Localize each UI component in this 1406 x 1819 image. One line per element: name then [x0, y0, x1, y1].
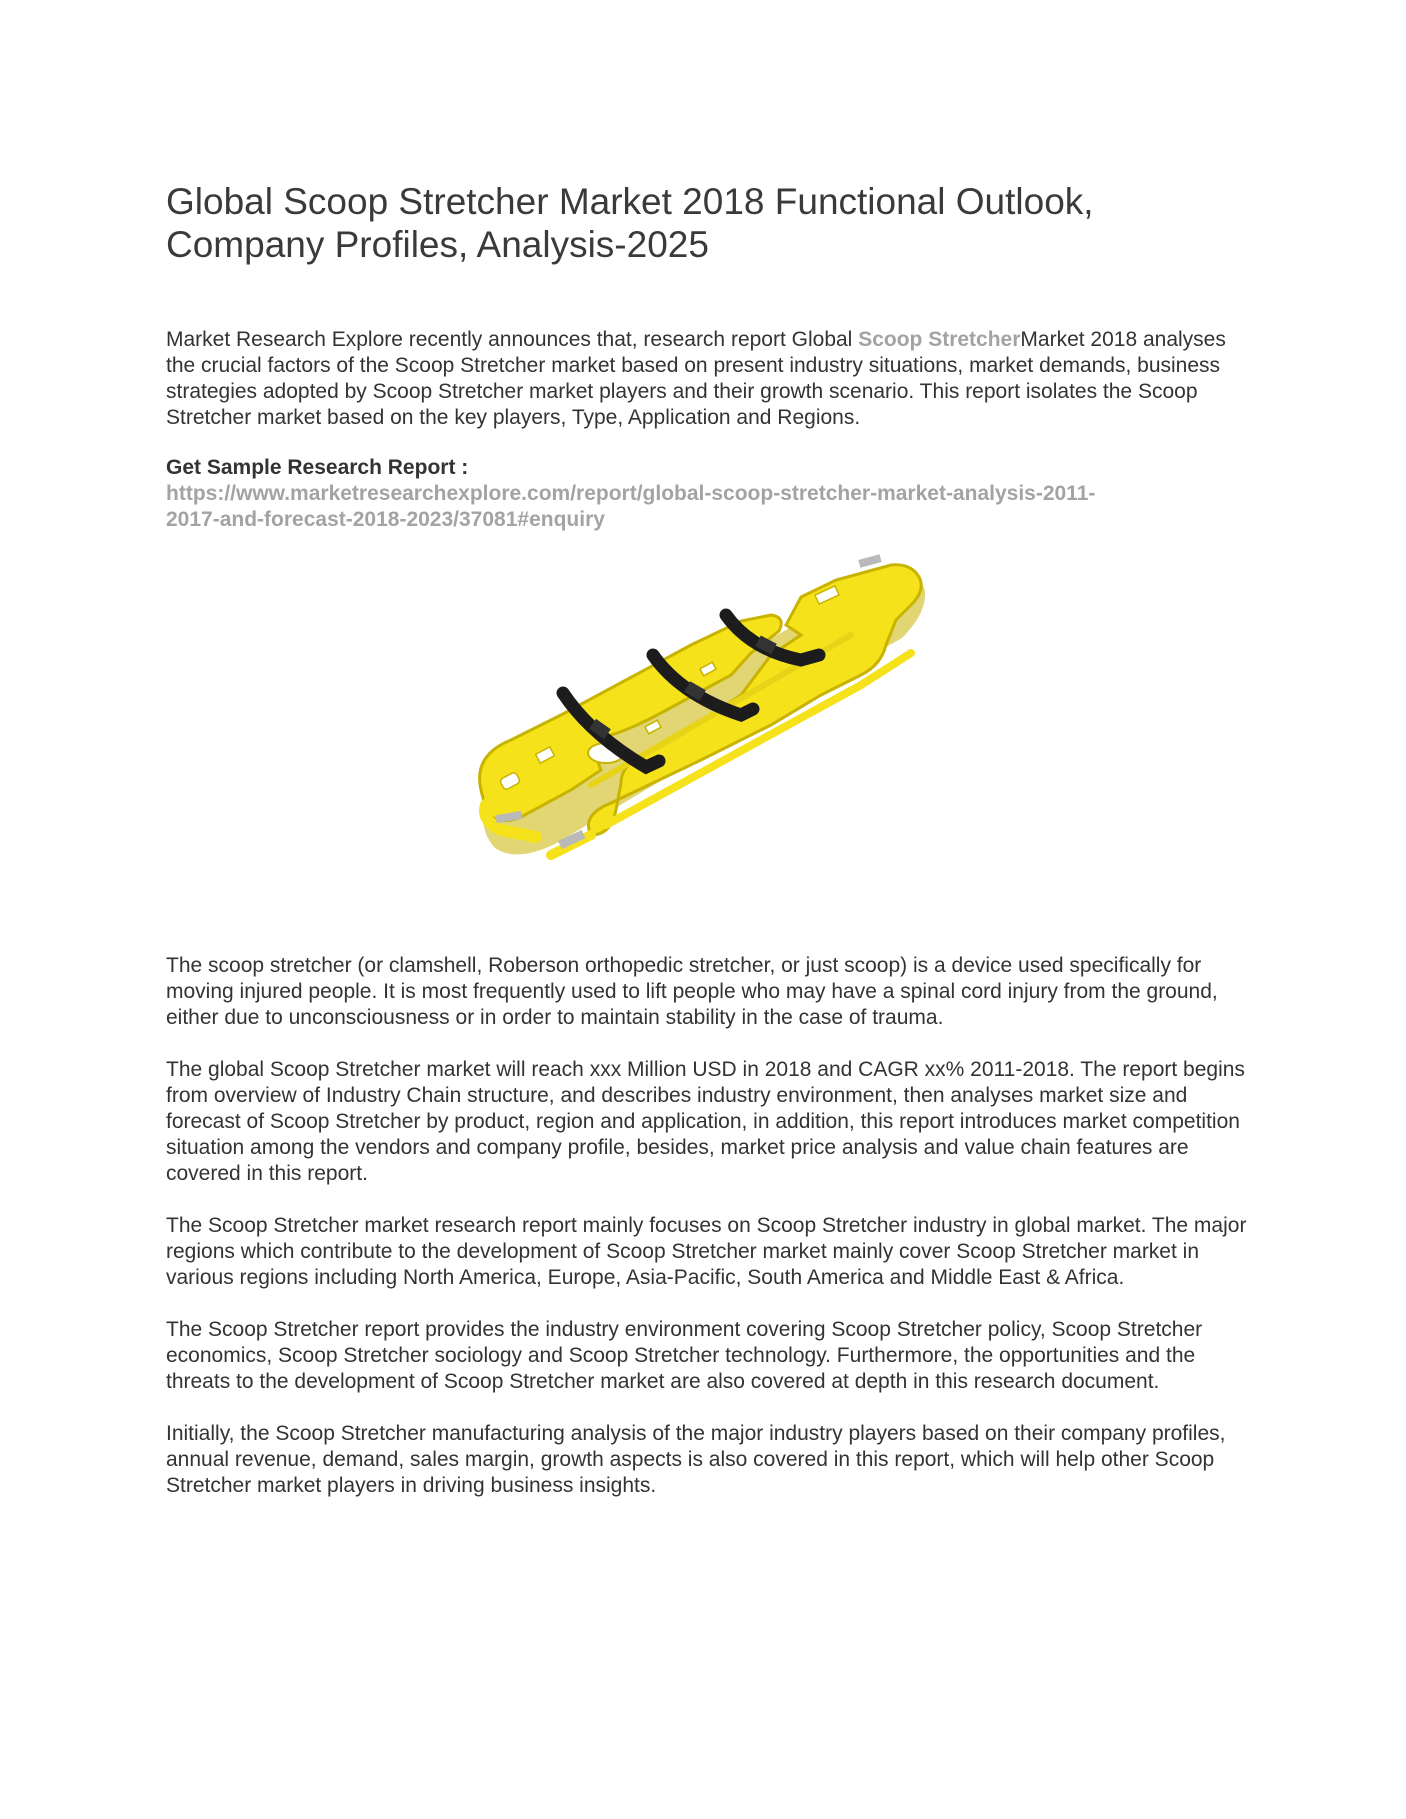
- title-line-1: Global Scoop Stretcher Market 2018 Functional Outlook,: [166, 181, 1094, 222]
- page-title: [166, 180, 1256, 266]
- body-paragraph-5: Initially, the Scoop Stretcher manufacturing analysis of the major industry players based on their company profiles, annual revenue, demand, sales margin, growth aspects is also covered in this report, which will help other Scoop Stretcher market players in driving business insights.: [166, 1422, 1226, 1497]
- scoop-stretcher-illustration: [441, 535, 961, 905]
- intro-highlight-keyword[interactable]: Scoop Stretcher: [858, 328, 1021, 351]
- intro-text-after: Market 2018 analyses the crucial factors of the Scoop Stretcher market based on present industry situations, market demands, business strategies adopted by Scoop Stretcher market players and their growth scenario. This report isolates the Scoop Stretcher market based on the key players, Type, Application and Regions.: [166, 328, 1226, 429]
- body-paragraph-3: The Scoop Stretcher market research report mainly focuses on Scoop Stretcher industry in global market. The major regions which contribute to the development of Scoop Stretcher market mainly cover Scoop Stretcher market in various regions including North America, Europe, Asia-Pacific, South America and Middle East & Africa.: [166, 1214, 1247, 1289]
- document-page: [166, 180, 1256, 1499]
- sample-link-line-1: https://www.marketresearchexplore.com/report/global-scoop-stretcher-market-analysis-2011-: [166, 482, 1096, 505]
- title-line-2: Company Profiles, Analysis-2025: [166, 224, 709, 265]
- body-paragraph-2: The global Scoop Stretcher market will reach xxx Million USD in 2018 and CAGR xx% 2011-2018. The report begins from overview of Industry Chain structure, and describes industry environment, then analyses market size and forecast of Scoop Stretcher by product, region and application, in addition, this report introduces market competition situation among the vendors and company profile, besides, market price analysis and value chain features are covered in this report.: [166, 1058, 1245, 1185]
- sample-report-link[interactable]: [166, 481, 1256, 533]
- sample-report-heading: Get Sample Research Report :: [166, 456, 469, 479]
- body-paragraph-1: The scoop stretcher (or clamshell, Roberson orthopedic stretcher, or just scoop) is a device used specifically for moving injured people. It is most frequently used to lift people who may have a spinal cord injury from the ground, either due to unconsciousness or in order to maintain stability in the case of trauma.: [166, 954, 1218, 1029]
- intro-paragraph: [166, 327, 1256, 431]
- body-paragraph-4: The Scoop Stretcher report provides the industry environment covering Scoop Stretcher policy, Scoop Stretcher economics, Scoop Stretcher sociology and Scoop Stretcher technology. Furthermore, the opportunities and the threats to the development of Scoop Stretcher market are also covered at depth in this research document.: [166, 1318, 1203, 1393]
- sample-link-line-2: 2017-and-forecast-2018-2023/37081#enquiry: [166, 508, 605, 531]
- intro-text-before: Market Research Explore recently announces that, research report Global: [166, 328, 859, 351]
- scoop-stretcher-image: [441, 535, 961, 905]
